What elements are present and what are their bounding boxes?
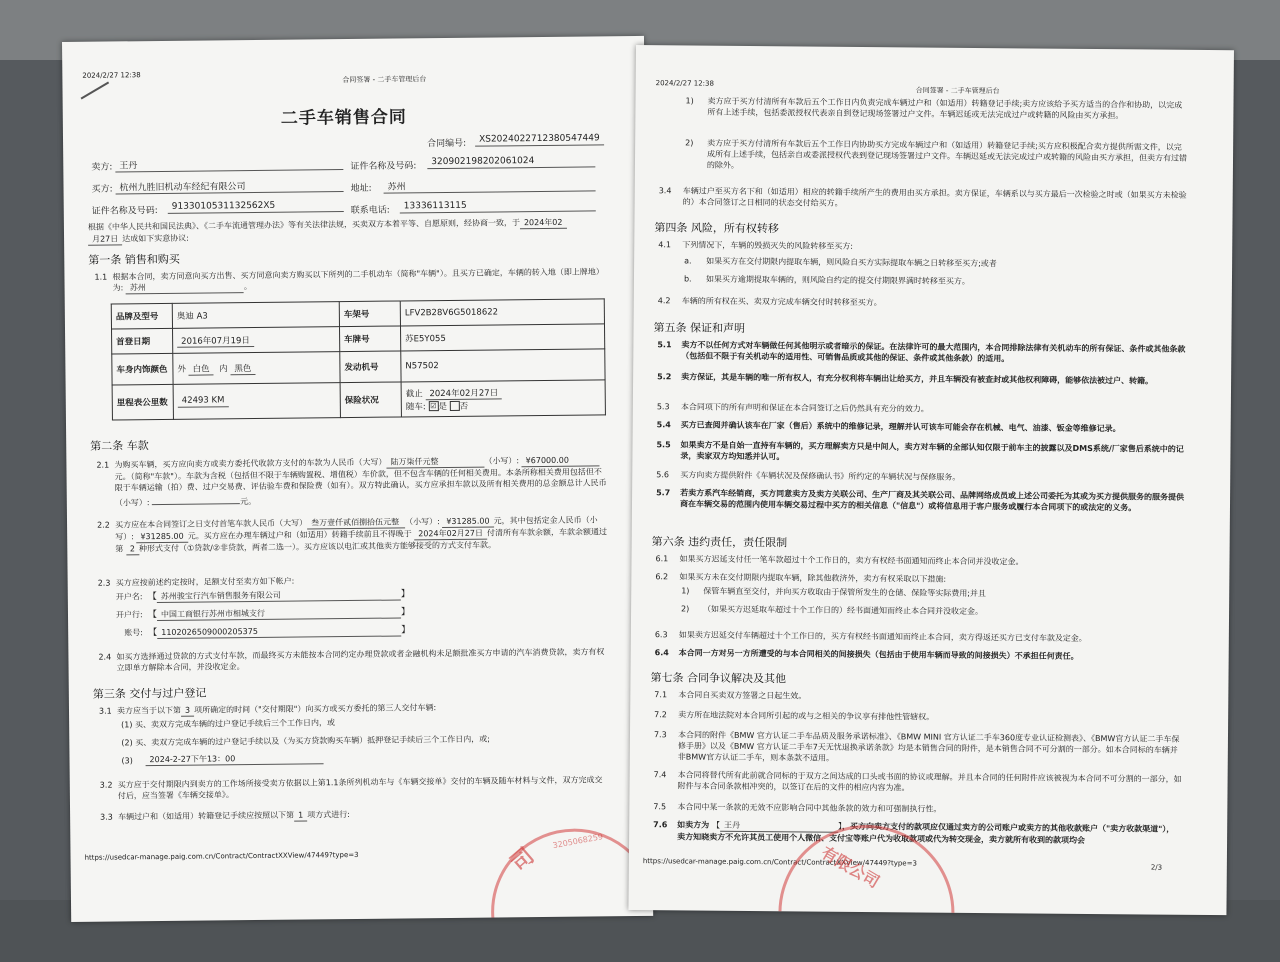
clause-number: 6.2: [655, 572, 669, 582]
phone: 13336113115: [400, 199, 596, 213]
page-header: 合同签署 - 二手车管理后台: [342, 75, 427, 85]
clause-number: 5.1: [657, 340, 672, 350]
clause-number: 5.3: [656, 402, 670, 412]
payment-method: 2: [126, 543, 139, 555]
clause-number: 3.2: [99, 780, 113, 790]
total-amount: [152, 492, 240, 505]
engine-value: N57502: [401, 349, 605, 382]
clause-number: 1.1: [94, 272, 108, 282]
account-name: 【 苏州骏宝行汽车销售服务有限公司 】: [147, 589, 410, 603]
clause-3-3: 车辆过户和（如适用）转籍登记手续应按照以下第 1 项方式进行:: [118, 810, 350, 822]
item-number: b.: [683, 274, 692, 284]
article-7-title: 第七条 合同争议解决及其他: [650, 671, 787, 686]
clause-number: 7.3: [653, 730, 667, 740]
clause-5-5: 如果卖方不是自始一直持有车辆的，买方理解卖方只是中间人，卖方对车辆的全部认知仅限于前车主的披露以及DMS系统/厂家售后系统中的记录，卖家双方均知悉并认可。: [680, 440, 1184, 462]
clause-number: 4.2: [657, 296, 671, 306]
seller-id-label: 证件名称及号码:: [350, 161, 417, 172]
seal-number: 3205068259: [552, 832, 604, 851]
vehicle-info-table: [111, 298, 606, 420]
contract-page-1: [62, 36, 653, 922]
address-label: 地址:: [350, 183, 372, 194]
plate-value: 苏E5Y055: [400, 324, 604, 351]
footer-url: https://usedcar-manage.paig.com.cn/Contract/ContractXXView/47449?type=3: [84, 850, 359, 862]
clause-number: 2.1: [96, 460, 110, 470]
clause-4-1: 下列情况下，车辆的毁损灭失的风险转移至买方:: [682, 240, 853, 251]
mileage-label: 里程表公里数: [112, 384, 173, 420]
clause-6-1: 如果买方迟延支付任一笔车款超过十个工作日的，卖方有权经书面通知而终止本合同并没收定金。: [679, 554, 1024, 567]
seller-name: 王丹: [115, 156, 343, 172]
delivery-option-3: 2024-2-27下午13：00: [145, 752, 323, 766]
clause-number: 7.4: [653, 770, 667, 780]
article-5-title: 第五条 保证和声明: [653, 321, 746, 335]
clause-number: 3.4: [658, 186, 672, 196]
delivery-option-1: (1) 买、卖双方完成车辆的过户登记手续后三个工作日内，或: [121, 718, 336, 730]
article-2-title: 第二条 车款: [90, 439, 149, 453]
insurance-until: 2024年02月27日: [425, 386, 502, 400]
clause-number: 6.1: [655, 554, 669, 564]
clause-2-1: 为购买车辆，买方应向卖方或卖方委托代收款方支付的车款为人民币（大写） 陆万柒仟元整 （小写）: ¥67000.00元。（简称"车款"）。车款为含税（包括但不限于车辆购置税、增值税）车价款，但不包含车辆的任何相关费用。本条所称相关费用包括但不限于车辆运输（拍）费、过户交易费、评估验车费和保险费（如有）。双方特此确认，买方应承担车款以及所有相关费用的总金额总计人民币（小写）: 元。: [114, 455, 607, 508]
clause-4-2: 车辆的所有权在买、卖双方完成车辆交付时转移至买方。: [681, 296, 882, 308]
intro-paragraph: 根据《中华人民共和国民法典》、《二手车流通管理办法》等有关法律法规，买卖双方本着平等、自愿原则，经协商一致，于 2024年02 月27日 达成如下实意协议:: [88, 216, 608, 245]
brand-label: 品牌及型号: [111, 303, 172, 329]
article-3-title: 第三条 交付与过户登记: [92, 686, 207, 701]
contract-title: 二手车销售合同: [280, 107, 407, 129]
vin-label: 车架号: [339, 301, 400, 327]
clause-3-2: 买方应于交付期限内到卖方的工作场所接受卖方依据以上第1.1条所列机动车与《车辆交接单》交付的车辆及随车材料与文件，双方完成交付后，应当签署《车辆交接单》。: [117, 775, 603, 801]
first-payment-upper: 叁万壹仟贰佰捌拾伍元整: [307, 516, 405, 529]
insurance-label: 保险状况: [340, 382, 401, 418]
reg-date-value: 2016年07月19日: [173, 327, 340, 354]
clause-5-4: 买方已查阅并确认该车在厂家（售后）系统中的维修记录，理解并认可该车可能会存在机械、电气、油漆、钣金等维修记录。: [680, 420, 1121, 434]
clause-3-1: 卖方应当于以下第 3 项所确定的时间（"交付期限"）向买方或买方委托的第三人交付车辆:: [116, 703, 437, 716]
yes-checkbox: ☑: [430, 402, 437, 411]
page-header: 合同签署 - 二手车管理后台: [915, 86, 1000, 96]
article-6-title: 第六条 违约责任，责任限制: [651, 535, 788, 550]
clause-number: 5.2: [657, 372, 672, 382]
engine-label: 发动机号: [340, 351, 401, 383]
clause-7-6: 如卖方为 【 王丹 】，买方向卖方支付的款项应仅通过卖方的公司账户或卖方的其他收款账户（"卖方收款渠道"），卖方知晓卖方不允许其员工使用个人微信、支付宝等账户代为收取款项或代为转交现金，卖方就所有收到的款项均会: [677, 820, 1175, 845]
clause-number: 2.3: [97, 578, 111, 588]
address: 苏州: [383, 177, 595, 193]
clause-number: 7.2: [654, 710, 667, 720]
reg-date-label: 首登日期: [112, 328, 173, 354]
article-1-title: 第一条 销售和购买: [88, 252, 180, 267]
clause-7-1: 本合同自买卖双方签署之日起生效。: [678, 690, 807, 701]
footer-url: https://usedcar-manage.paig.com.cn/Contract/ContractXXView/47449?type=3: [642, 857, 917, 868]
clause-number: 6.4: [654, 648, 669, 658]
print-date: 2024/2/27 12:38: [655, 79, 714, 88]
contract-no: XS2024022712380547449: [475, 133, 604, 146]
seller-label: 卖方:: [91, 162, 113, 173]
clause-7-3: 本合同的附件《BMW 官方认证二手车品质及服务承诺标准》、《BMW MINI 官方认证二手车360度专业认证检测表》、《BMW官方认证二手车保修手册》以及《BMW 官方认证二手车7天无忧退换承诺条款》均是本销售合同的附件，是本销售合同不可分割的一部分。如本合同标的车辆并非BMW官方认证二手车，则本条款不适用。: [677, 730, 1180, 763]
clause-4-1-a: 如果买方在交付期限内提取车辆，则风险自买方实际提取车辆之日转移至买方;或者: [706, 256, 997, 269]
page-number: 2/3: [1150, 863, 1163, 872]
clause-number: 7.1: [654, 690, 668, 700]
seller-name-field: 王丹: [720, 820, 838, 833]
brand-value: 奥迪 A3: [172, 302, 339, 329]
interior-color: 黑色: [230, 361, 255, 374]
clause-number: 7.6: [653, 820, 668, 830]
bank-label: 开户行:: [115, 610, 143, 620]
clause-number: 3.3: [100, 812, 113, 822]
transfer-city: 苏州: [126, 281, 244, 294]
clause-number: 7.5: [653, 802, 667, 812]
deposit-amount: ¥31285.00: [136, 531, 187, 544]
clause-6-2-2: （如果买方迟延取车超过十个工作日的）经书面通知而终止本合同并没收定金。: [703, 604, 984, 617]
vin-value: LFV2B28V6G5018622: [400, 299, 604, 326]
clause-number: 5.4: [656, 420, 671, 430]
print-date: 2024/2/27 12:38: [82, 71, 141, 80]
clause-7-2: 卖方所在地法院对本合同所引起的或与之相关的争议享有排他性管辖权。: [678, 710, 935, 722]
price-small: ¥67000.00: [522, 454, 600, 467]
clause-6-2: 如果买方未在交付期限内提取车辆，除其他救济外，卖方有权采取以下措施:: [679, 572, 947, 584]
first-payment-small: ¥31285.00: [442, 516, 493, 529]
clause-number: 2.4: [98, 652, 112, 662]
clause-2-4: 如买方选择通过贷款的方式支付车款，而最终买方未能按本合同约定办理贷款或者金融机构未足额批准买方申请的汽车消费贷款，卖方有权立即单方解除本合同，并没收定金。: [116, 647, 605, 673]
item-number: a.: [684, 256, 692, 266]
clause-6-2-1: 保管车辆直至交付，并向买方收取由于保管所发生的仓储、保险等实际费用;并且: [703, 586, 986, 599]
account-name-label: 开户名:: [115, 592, 143, 602]
item-number: 1): [685, 96, 694, 106]
buyer-label: 买方:: [91, 184, 113, 195]
transfer-option: 1: [294, 809, 307, 821]
account-no-label: 账号:: [124, 628, 143, 638]
clause-7-4: 本合同将替代所有此前就合同标的于双方之间达成的口头或书面的协议或理解。并且本合同的任何附件应该被视为本合同不可分割的一部分，如附件与本合同条款相冲突的，以签订在后的文件的相应内容为准。: [677, 770, 1182, 793]
item-number: 2): [681, 604, 690, 614]
clause-2-3: 买方应按前述约定按时，足额支付至卖方如下帐户:: [115, 576, 295, 588]
clause-4-1-b: 如果买方逾期提取车辆的，则风险自约定的提交付期限界满时转移至买方。: [705, 274, 970, 286]
pen-mark: [81, 82, 110, 100]
clause-7-5: 本合同中某一条款的无效不应影响合同中其他条款的效力和可强制执行性。: [677, 802, 942, 814]
color-label: 车身内饰颜色: [112, 353, 173, 385]
item-number: 1): [681, 586, 690, 596]
clause-1-1: 根据本合同，卖方同意向买方出售、买方同意向卖方购买以下所列的二手机动车（简称"车辆"）。且买方已确定，车辆的转入地（即上牌地）为: 苏州 。: [112, 267, 600, 293]
item-number: 2): [685, 138, 694, 148]
intro-day: 月27日: [88, 233, 122, 245]
exterior-color: 白色: [189, 362, 214, 375]
mileage-value: 42493 KM: [173, 383, 340, 420]
clause-5-3: 本合同项下的所有声明和保证在本合同签订之后仍然具有充分的效力。: [680, 402, 929, 414]
clause-5-1: 卖方不以任何方式对车辆做任何其他明示或者暗示的保证。在法律许可的最大范围内，本合同排除法律有关机动车的所有保证、条件或其他条款（包括但不限于有关机动车的适用性、可销售品质或其他的保证、条件或其他条款）的适用。: [681, 340, 1186, 364]
clause-number: 3.1: [98, 706, 112, 716]
buyer-id-label: 证件名称及号码:: [91, 206, 158, 217]
phone-label: 联系电话:: [350, 205, 390, 216]
clause-number: 6.3: [654, 630, 668, 640]
balance-due-date: 2024年02月27日: [414, 528, 487, 541]
clause-number: 4.1: [658, 240, 672, 250]
seal-text: 司: [506, 843, 540, 877]
no-checkbox: [450, 401, 460, 411]
clause-number: 2.2: [97, 520, 110, 530]
seller-id: 320902198202061024: [427, 155, 595, 169]
contract-no-label: 合同编号:: [427, 138, 467, 150]
intro-date: 2024年02: [520, 217, 567, 229]
transfer-method-2: 卖方应于买方付清所有车款后五个工作日内协助买方完成车辆过户和（如适用）转籍登记手续;买方应积极配合卖方提供所需文件，以完成所有上述手续，包括亲自或委派授权代表到登记现场签署过户文件。车辆迟延或无法完成过户或转籍的风险由买方承担，但卖方有过错的除外。: [706, 138, 1188, 170]
clause-5-6: 买方向卖方提供附件《车辆状况及保修确认书》所约定的车辆状况与保修服务。: [680, 470, 961, 482]
clause-3-4: 车辆过户至买方名下和（如适用）相应的转籍手续所产生的费用由买方承担。卖方保证，车辆系以与买方最后一次检验之时或（如果买方未检验的）本合同签订之日相同的状态交付给买方。: [682, 186, 1187, 208]
clause-number: 5.5: [656, 440, 671, 450]
account-no: 【 1102026509000205375 】: [148, 625, 411, 639]
buyer-id: 9133010531132562X5: [168, 200, 344, 214]
clause-number: 5.6: [656, 470, 670, 480]
buyer-name: 杭州九胜旧机动车经纪有限公司: [115, 178, 343, 194]
clause-number: 5.7: [656, 488, 671, 498]
clause-2-2: 买方应在本合同签订之日支付首笔车款人民币（大写） 叁万壹仟贰佰捌拾伍元整 （小写）: ¥31285.00 元，其中包括定金人民币（小写）: ¥31285.00 元。买方应在办理车辆过户和（如适用）转籍手续前且不得晚于 2024年02月27日 付清所有车款余额，车款余额通过第 2 种形式支付（①贷款/②非贷款，两者二选一）。买方应该以电汇或其他卖方能够接受的方式支付车款。: [115, 515, 607, 554]
color-value: 外 白色 内 黑色: [173, 352, 340, 385]
insurance-value: 截止 2024年02月27日 随车: ☑ 是 否: [401, 380, 605, 417]
transfer-method-1: 卖方应于买方付清所有车款后五个工作日内负责完成车辆过户和（如适用）转籍登记手续;卖方应该给予买方适当的合作和协助，以完成所有上述手续，包括委派授权代表亲自到登记现场签署过户文件。车辆迟延或无法完成过户或转籍的风险由买方承担。: [707, 96, 1183, 121]
clause-6-3: 如果卖方迟延交付车辆超过十个工作日的，买方有权经书面通知而终止本合同，卖方得返还买方已支付车款及定金。: [678, 630, 1087, 643]
delivery-option: 3: [181, 705, 194, 717]
contract-page-2: [628, 45, 1234, 915]
price-upper: 陆万柒仟元整: [386, 456, 484, 469]
delivery-option-3-number: (3): [121, 756, 133, 766]
article-4-title: 第四条 风险，所有权转移: [654, 221, 779, 236]
clause-5-7: 若卖方系汽车经销商，买方同意卖方及卖方关联公司、生产厂商及其关联公司、品牌网络成员或上述公司委托为其或为买方提供服务的服务提供商在车辆交易的范围内使用车辆交易过程中买方的相关信息（"信息"）或将信息用于客户服务或履行本合同项下的或法定的义务。: [679, 488, 1185, 513]
clause-6-4: 本合同一方对另一方所遭受的与本合同相关的间接损失（包括由于使用车辆而导致的间接损失）不承担任何责任。: [678, 648, 1079, 661]
clause-5-2: 卖方保证，其是车辆的唯一所有权人，有充分权利将车辆出让给买方，并且车辆没有被查封或其他权利障碍，能够依法被过户、转籍。: [681, 372, 1154, 386]
plate-label: 车牌号: [339, 326, 400, 352]
bank-name: 【 中国工商银行苏州市相城支行 】: [147, 607, 411, 621]
delivery-option-2: (2) 买、卖双方完成车辆的过户登记手续以及（为买方贷款购买车辆）抵押登记手续后三个工作日内，或;: [121, 734, 490, 748]
seal-text: 有限公司: [817, 842, 883, 892]
